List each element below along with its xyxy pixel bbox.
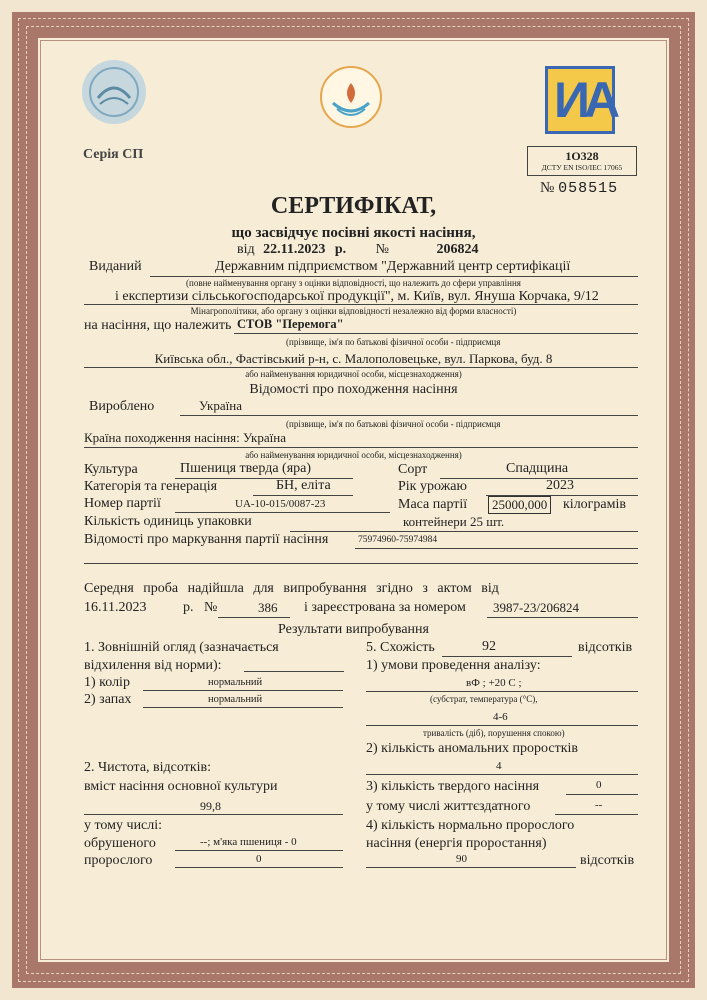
certificate-title: СЕРТИФІКАТ, <box>270 193 437 219</box>
category-underline <box>253 495 353 496</box>
sample-reg-label: і зареєстрована за номером <box>304 600 466 615</box>
variety-value: Спадщина <box>506 461 569 476</box>
smell-label: 2) запах <box>84 692 132 707</box>
owner-label: на насіння, що належить <box>84 318 232 333</box>
produced-underline <box>180 415 638 416</box>
hard-label: 3) кількість твердого насіння <box>366 779 540 794</box>
variety-label: Сорт <box>398 462 428 477</box>
main-crop-value: 99,8 <box>200 799 221 813</box>
owner-address: Київська обл., Фастівський р-н, с. Малополовецьке, вул. Паркова, буд. 8 <box>154 351 553 366</box>
marking-label: Відомості про маркування партії насіння <box>84 532 329 547</box>
main-crop-label: вміст насіння основної культури <box>84 779 278 794</box>
r1-underline <box>244 671 344 672</box>
marking-value: 75974960-75974984 <box>358 535 438 545</box>
hard-underline <box>566 794 638 795</box>
cert-no-sign: № <box>375 242 390 257</box>
category-label: Категорія та генерація <box>84 479 218 494</box>
abnormal-underline <box>366 774 638 775</box>
origin-underline <box>84 447 638 448</box>
sample-r: р. <box>183 600 194 615</box>
number-sign: № <box>540 180 555 196</box>
year-value: 2023 <box>546 478 574 493</box>
date-suffix: р. <box>334 242 347 257</box>
sample-no: 386 <box>258 600 278 615</box>
color-underline <box>143 690 343 691</box>
cond-underline <box>366 691 638 692</box>
units-value: контейнери 25 шт. <box>403 514 505 529</box>
issued-hint2: Мінагрополітики, або органу з оцінки відповідності незалежно від форми власності) <box>190 306 517 316</box>
produced-value: Україна <box>199 398 242 413</box>
produced-hint2: або найменування юридичної особи, місцезнаходження) <box>245 450 462 460</box>
lot-underline <box>175 512 390 513</box>
normal-label2: насіння (енергія проростання) <box>366 836 547 851</box>
accreditation-code: 1О328 <box>565 149 599 163</box>
seed-logo-icon <box>319 65 383 129</box>
series-label: Серія СП <box>83 147 144 162</box>
main-crop-underline <box>84 814 343 815</box>
date-row <box>237 242 479 258</box>
sprouted-value: 0 <box>256 853 262 865</box>
abnormal-value: 4 <box>496 760 502 772</box>
hulled-underline <box>175 850 343 851</box>
category-value: БН, еліта <box>276 478 331 493</box>
sprouted-underline <box>175 867 343 868</box>
owner-hint1: (прізвище, ім'я по батькові фізичної особи - підприємця <box>286 337 501 347</box>
germ-label: 5. Схожість <box>366 640 435 655</box>
hulled-value: --; м'яка пшениця - 0 <box>200 836 297 848</box>
lot-value: UA-10-015/0087-23 <box>235 498 326 510</box>
normal-label: 4) кількість нормально пророслого <box>366 818 575 833</box>
cond-label: 1) умови проведення аналізу: <box>366 658 541 673</box>
certificate-subtitle: що засвідчує посівні якості насіння, <box>231 225 476 241</box>
hulled-label: обрушеного <box>84 836 156 851</box>
owner-hint2: або найменування юридичної особи, місцезнаходження) <box>245 369 462 379</box>
duration-underline <box>366 725 638 726</box>
sample-date: 16.11.2023 <box>84 600 147 615</box>
sample-text: Середня проба надійшла для випробування згідно з актом від <box>84 581 499 596</box>
logo-letters: ИА <box>554 72 615 128</box>
watermark-emblem-icon <box>80 58 148 126</box>
year-label: Рік урожаю <box>398 479 467 494</box>
normal-value: 90 <box>456 853 467 865</box>
origin-country: Країна походження насіння: Україна <box>84 430 286 445</box>
viable-label: у тому числі життєздатного <box>366 799 531 814</box>
color-label: 1) колір <box>84 675 130 690</box>
date-value: 22.11.2023 <box>263 242 326 257</box>
mass-label: Маса партії <box>398 497 468 512</box>
crop-value: Пшениця тверда (яра) <box>180 461 312 476</box>
duration-hint: тривалість (діб), порушення спокою) <box>423 728 565 738</box>
crop-label: Культура <box>84 462 138 477</box>
produced-hint1: (прізвище, ім'я по батькові фізичної особи - підприємця <box>286 419 501 429</box>
issued-label: Виданий <box>89 259 142 274</box>
serial-value: 058515 <box>558 180 619 197</box>
sample-no-sign: № <box>204 600 218 615</box>
units-underline <box>290 531 638 532</box>
germ-value: 92 <box>482 639 496 654</box>
issued-line1: Державним підприємством "Державний центр сертифікації <box>215 259 571 274</box>
r2-label: 2. Чистота, відсотків: <box>84 760 212 775</box>
accreditation-box <box>527 146 637 176</box>
normal-unit: відсотків <box>580 853 635 868</box>
viable-underline <box>555 814 638 815</box>
marking-underline <box>355 548 638 549</box>
owner-underline <box>234 333 638 334</box>
hard-value: 0 <box>596 779 602 791</box>
sprouted-label: пророслого <box>84 853 153 868</box>
mass-unit: кілограмів <box>563 497 626 512</box>
lot-label: Номер партії <box>84 496 161 511</box>
smell-underline <box>143 707 343 708</box>
smell-value: нормальний <box>208 694 263 705</box>
issued-line2: і експертизи сільськогосподарської продукції", м. Київ, вул. Януша Корчака, 9/12 <box>115 289 599 304</box>
normal-underline <box>366 867 576 868</box>
incl-label: у тому числі: <box>84 818 163 833</box>
germ-underline <box>442 656 572 657</box>
viable-value: -- <box>595 799 603 811</box>
variety-underline <box>440 478 638 479</box>
issued-underline <box>150 276 638 277</box>
units-label: Кількість одиниць упаковки <box>84 514 252 529</box>
sample-reg-underline <box>487 617 638 618</box>
r1-label: 1. Зовнішній огляд (зазначається <box>84 640 279 655</box>
accreditation-logo-icon <box>545 66 615 134</box>
accreditation-standard: ДСТУ EN ISO/IEC 17065 <box>541 163 623 172</box>
blank-line-1 <box>84 563 638 564</box>
abnormal-label: 2) кількість аномальних проростків <box>366 741 579 756</box>
mass-value: 25000,000 <box>488 496 551 514</box>
issued-hint1: (повне найменування органу з оцінки відповідності, що належить до сфери управління <box>186 278 521 288</box>
origin-heading: Відомості про походження насіння <box>249 382 458 397</box>
duration-value: 4-6 <box>493 711 508 723</box>
produced-label: Вироблено <box>89 399 155 414</box>
sample-reg: 3987-23/206824 <box>493 600 579 615</box>
date-label: від <box>237 242 255 257</box>
address-underline <box>84 367 638 368</box>
r1-label2: відхилення від норми): <box>84 658 222 673</box>
germ-unit: відсотків <box>578 640 633 655</box>
owner-name: СТОВ "Перемога" <box>237 317 344 331</box>
color-value: нормальний <box>208 677 263 688</box>
cond-hint: (субстрат, температура (°С), <box>430 694 538 704</box>
results-heading: Результати випробування <box>278 622 429 637</box>
sample-no-underline <box>218 617 290 618</box>
cond-value: вФ ; +20 С ; <box>466 677 522 689</box>
cert-number: 206824 <box>436 242 479 257</box>
